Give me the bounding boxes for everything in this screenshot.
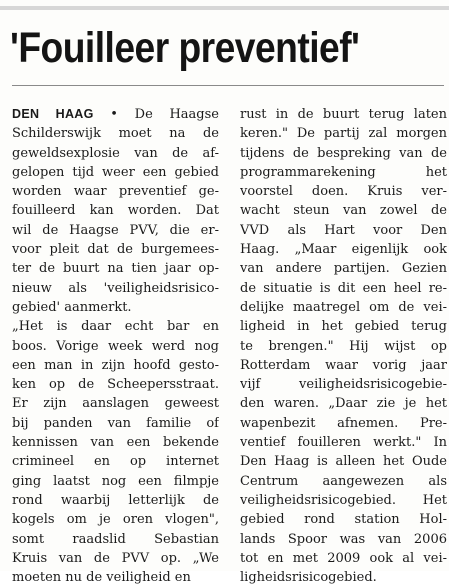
headline: 'Fouilleer preventief' <box>10 24 360 72</box>
article-line-text: de situatie is dit een heel re- <box>240 280 447 296</box>
article-line-text: den waren. „Daar zie je het <box>240 396 447 412</box>
article-line-text: somt raadslid Sebastian <box>12 531 219 547</box>
article-line-text: ging laatst nog een filmpje <box>12 473 219 489</box>
article-line <box>12 433 219 452</box>
article-line <box>240 163 447 182</box>
article-line <box>240 356 447 375</box>
article-line-text: Er zijn aanslagen geweest <box>12 396 219 412</box>
article-line-text: veiligheidsrisicogebied. Het <box>240 492 447 508</box>
article-column-left <box>12 105 219 587</box>
article-line <box>12 298 219 317</box>
article-line-text: rond waarbij letterlijk de <box>12 492 219 508</box>
article-line <box>240 240 447 259</box>
article-line <box>240 394 447 413</box>
article-line <box>12 124 219 143</box>
article-line-text: Rotterdam waar vorig jaar <box>240 357 447 373</box>
article-line-text: delijke maatregel om de vei- <box>240 299 447 315</box>
article-line-text: gelopen tijd weer een gebied <box>12 164 219 180</box>
article-line-text: geweldsexplosie van de af- <box>12 145 219 161</box>
article-line <box>240 221 447 240</box>
article-line <box>12 394 219 413</box>
article-line <box>12 163 219 182</box>
article-line <box>12 182 219 201</box>
article-line <box>12 414 219 433</box>
article-line <box>12 530 219 549</box>
article-line <box>12 317 219 336</box>
article-line <box>240 472 447 491</box>
article-line <box>12 356 219 375</box>
article-line-text: programmarekening het <box>240 164 447 180</box>
article-line-text: moeten nu de veiligheid en <box>12 570 191 586</box>
article-line <box>240 375 447 394</box>
article-line <box>240 124 447 143</box>
article-line <box>240 105 447 124</box>
article-line <box>12 259 219 278</box>
article-column-right <box>240 105 447 587</box>
top-rule <box>0 6 449 10</box>
article-line <box>240 317 447 336</box>
article-line <box>240 144 447 163</box>
article-line <box>12 510 219 529</box>
article-line-text: rust in de buurt terug laten <box>240 107 447 122</box>
article-line-text: ken op de Scheepersstraat. <box>12 377 219 393</box>
article-line <box>12 337 219 356</box>
article-line <box>12 201 219 220</box>
article-line <box>240 491 447 510</box>
article-line <box>240 549 447 568</box>
dateline-bullet: • <box>93 107 135 122</box>
article-line <box>12 549 219 568</box>
article-line-text: vijf veiligheidsrisicogebie- <box>240 377 447 393</box>
article-line <box>12 491 219 510</box>
article-line-text: kennissen van een bekende <box>12 435 219 451</box>
article-line-text: voorstel doen. Kruis ver- <box>240 184 447 200</box>
article-line-text: „Het is daar echt bar en <box>12 319 219 335</box>
article-line-text: Kruis van de PVV op. „We <box>12 550 219 566</box>
article-line-text: voor pleit dat de burgemees- <box>12 242 219 258</box>
article-line-text: VVD als Hart voor Den <box>240 222 447 238</box>
article-line-text: ventief fouilleren werkt." In <box>240 435 447 451</box>
article-line-text: wapenbezit afnemen. Pre- <box>240 415 447 431</box>
article-line-text: nieuw als 'veiligheidsrisico- <box>12 280 219 296</box>
article-line <box>240 182 447 201</box>
article-line-text: kogels om je oren vlogen", <box>12 512 219 528</box>
article-line-text: gebied rond station Hol- <box>240 512 447 528</box>
article-line <box>240 298 447 317</box>
article-line-text: Schilderswijk moet na de <box>12 126 219 142</box>
article-line-text: wacht steun van zowel de <box>240 203 447 219</box>
article-line-text: een man in zijn hoofd gesto- <box>12 357 219 373</box>
article-line <box>12 279 219 298</box>
article-line <box>12 472 219 491</box>
article-body <box>12 105 447 587</box>
article-line <box>240 530 447 549</box>
article-line <box>240 279 447 298</box>
article-line-text: tot en met 2009 ook al vei- <box>240 550 447 566</box>
article-line <box>12 144 219 163</box>
article-line-text: Haag. „Maar eigenlijk ook <box>240 242 447 258</box>
article-line-text: te brengen." Hij wijst op <box>240 338 447 354</box>
article-line-text: boos. Vorige week werd nog <box>12 338 219 354</box>
article-line-text: ligheid in het gebied terug <box>240 319 447 335</box>
article-line <box>240 433 447 452</box>
article-line <box>240 510 447 529</box>
dateline: DEN HAAG <box>12 107 94 121</box>
article-line <box>12 375 219 394</box>
article-line <box>12 240 219 259</box>
article-line-text: fouilleerd kan worden. Dat <box>12 203 219 219</box>
article-line-text: worden waar preventief ge- <box>12 184 219 200</box>
article-line-text: keren." De partij zal morgen <box>240 126 447 142</box>
article-line-text: van andere partijen. Gezien <box>240 261 447 277</box>
article-line <box>240 414 447 433</box>
article-line-text: crimineel en op internet <box>12 454 219 470</box>
article-line-text: Centrum aangewezen als <box>240 473 447 489</box>
headline-rule <box>12 85 444 86</box>
article-line-text: ligheidsrisicogebied. <box>240 570 377 586</box>
article-line <box>12 452 219 471</box>
article-line <box>240 337 447 356</box>
article-line <box>240 259 447 278</box>
article-line-text: wil de Haagse PVV, die er- <box>12 222 219 238</box>
article-line <box>240 452 447 471</box>
article-line-text: lands Spoor was van 2006 <box>240 531 447 547</box>
article-line-text: tijdens de bespreking van de <box>240 145 447 161</box>
article-line <box>12 105 219 124</box>
article-line-text: ter de buurt na tien jaar op- <box>12 261 219 277</box>
article-line <box>240 201 447 220</box>
article-line-text: Den Haag is alleen het Oude <box>240 454 447 470</box>
article-line-text: De Haagse <box>134 107 219 122</box>
article-line-text: gebied' aanmerkt. <box>12 299 132 315</box>
article-line-text: bij panden van familie of <box>12 415 219 431</box>
article-line <box>12 221 219 240</box>
